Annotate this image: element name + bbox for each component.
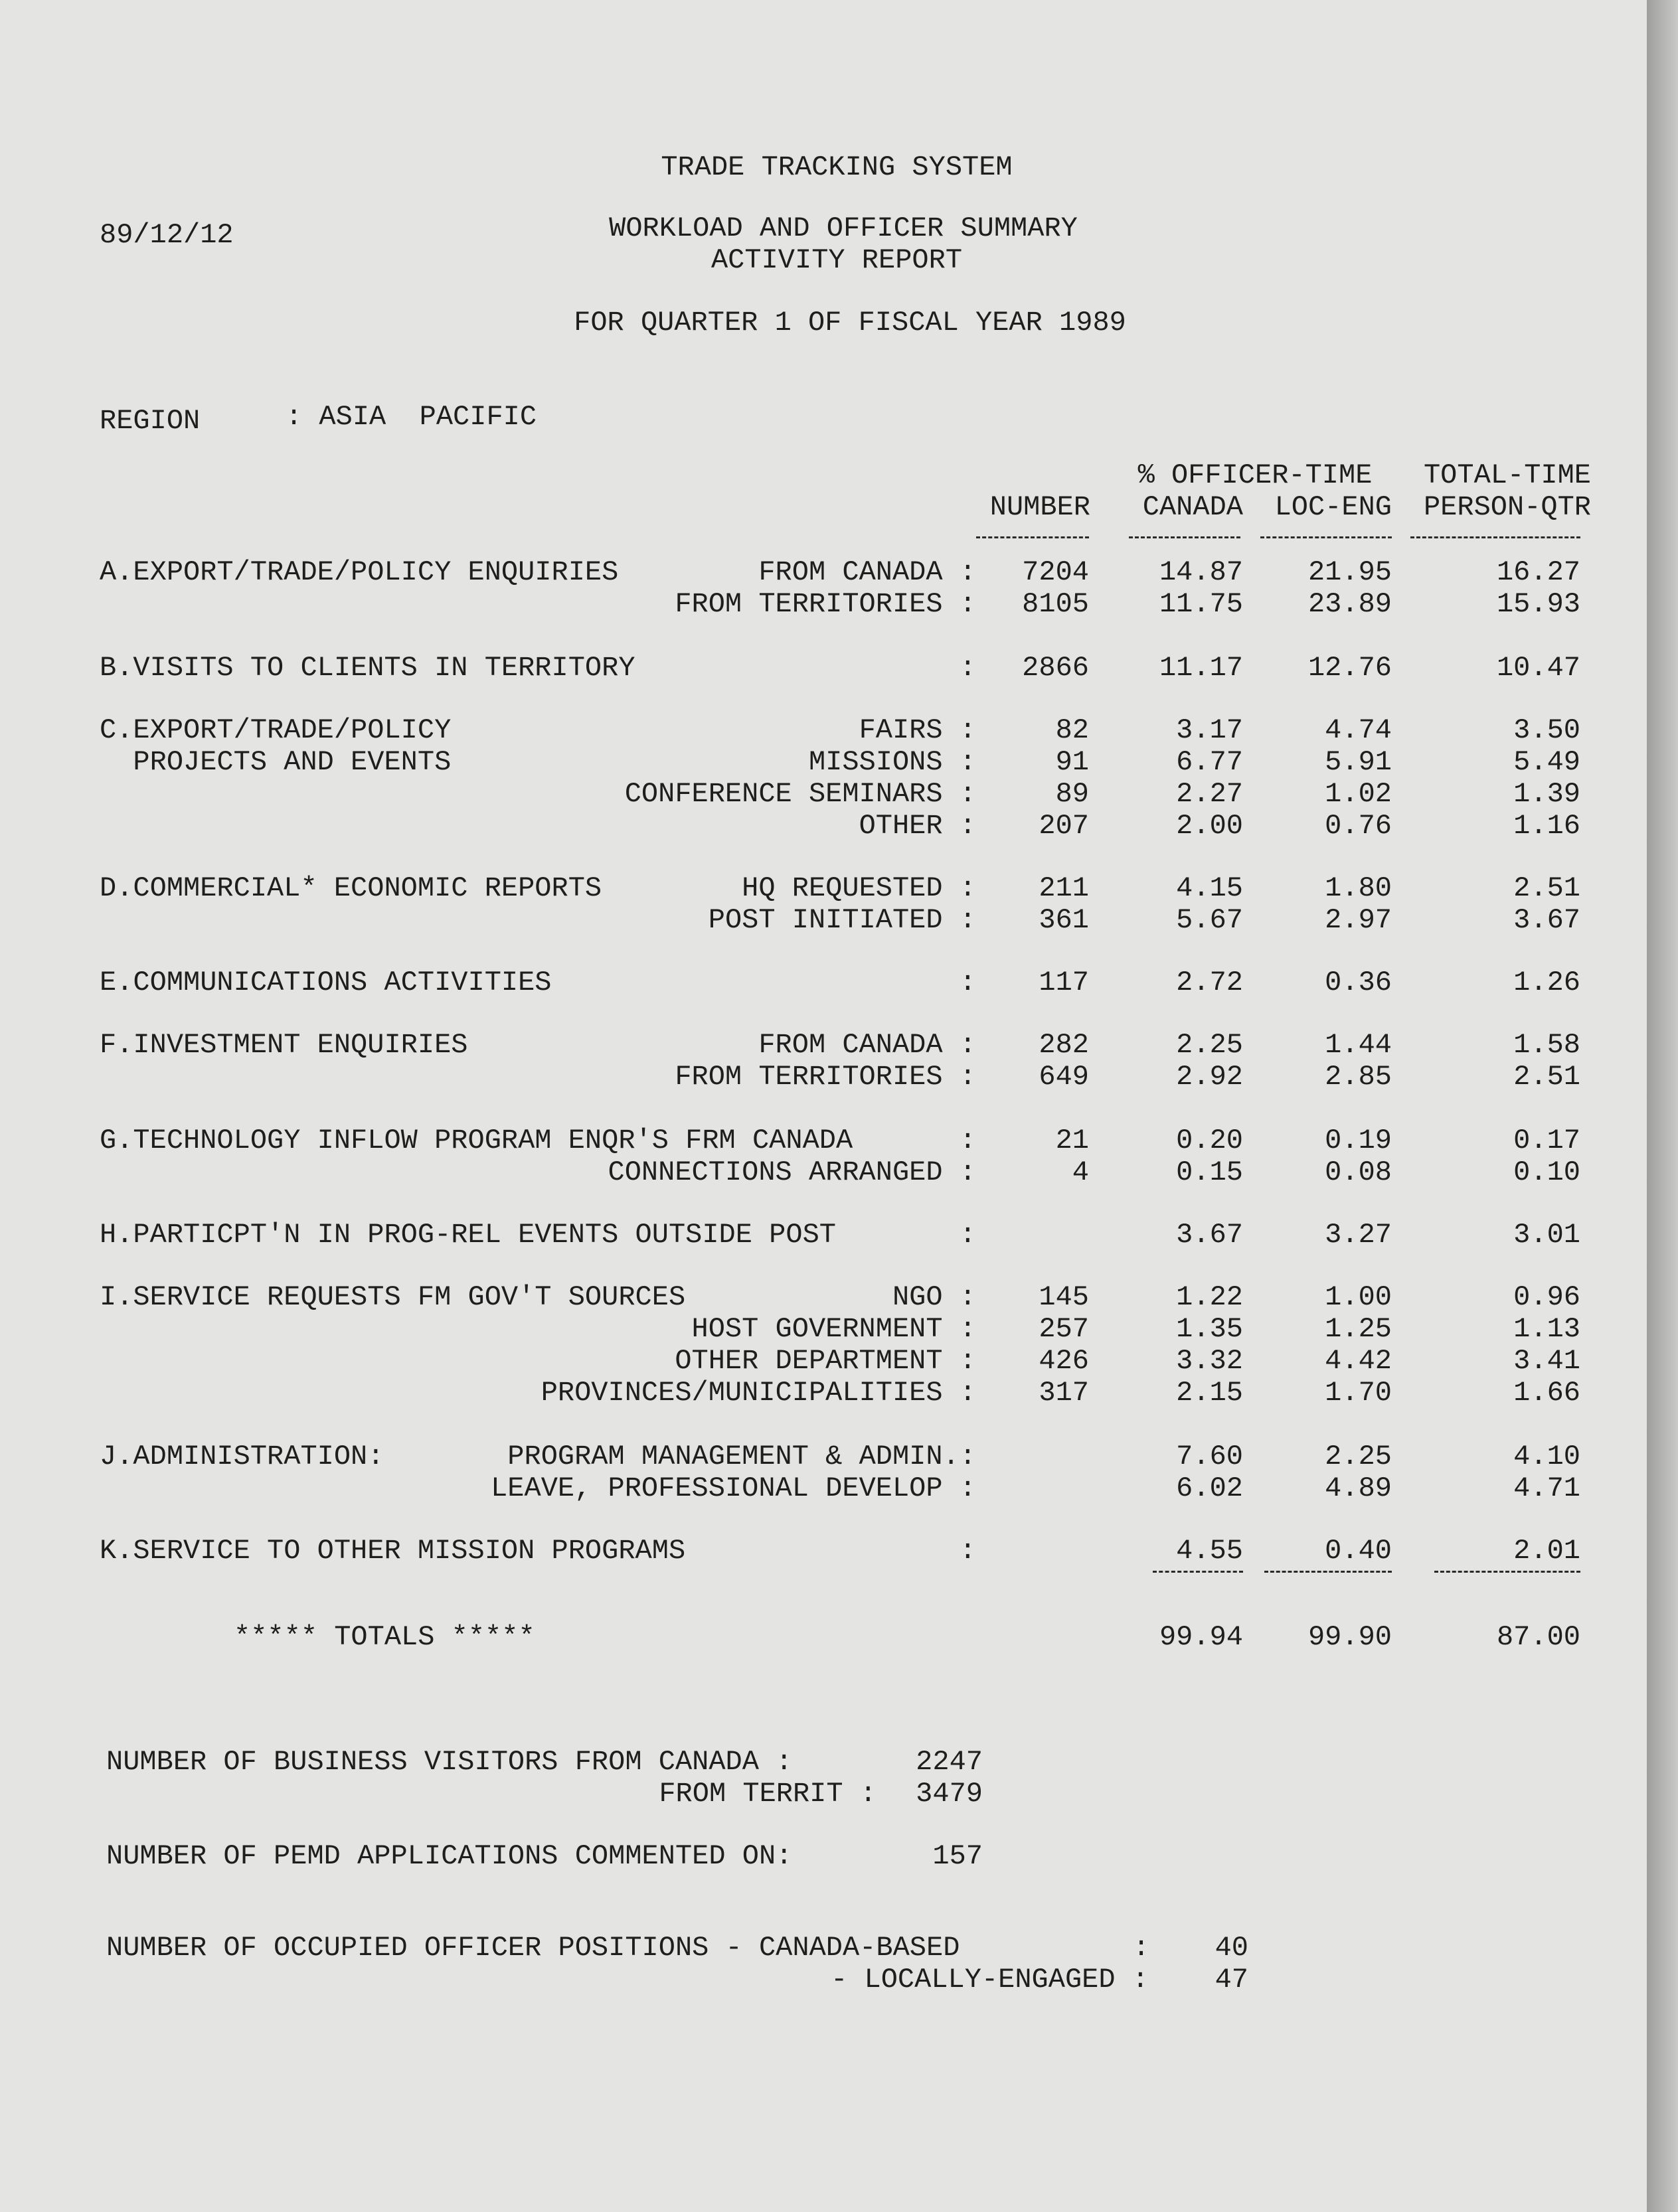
row-person-qtr: 0.96 <box>1513 1281 1580 1313</box>
row-canada-pct: 1.22 <box>1176 1281 1243 1313</box>
row-person-qtr: 3.50 <box>1513 714 1580 746</box>
totals-loc-eng: 99.90 <box>1307 1621 1392 1653</box>
row-loc-eng-pct: 0.76 <box>1325 810 1392 842</box>
row-loc-eng-pct: 0.36 <box>1325 967 1392 998</box>
row-person-qtr: 0.10 <box>1513 1156 1580 1188</box>
row-number: 257 <box>1039 1313 1089 1345</box>
row-subcategory: : <box>959 1535 976 1567</box>
row-number: 7204 <box>1022 556 1089 588</box>
row-canada-pct: 11.17 <box>1159 652 1243 684</box>
region-value: : ASIA PACIFIC <box>286 401 537 433</box>
col-total-time: TOTAL-TIME <box>1423 459 1592 491</box>
row-person-qtr: 5.49 <box>1513 746 1580 778</box>
row-canada-pct: 2.72 <box>1176 967 1243 998</box>
row-loc-eng-pct: 1.70 <box>1325 1377 1392 1409</box>
row-loc-eng-pct: 5.91 <box>1325 746 1392 778</box>
row-loc-eng-pct: 1.80 <box>1325 872 1392 904</box>
row-loc-eng-pct: 1.00 <box>1325 1281 1392 1313</box>
row-number: 89 <box>1055 778 1089 810</box>
row-number: 117 <box>1039 967 1089 998</box>
row-person-qtr: 1.16 <box>1513 810 1580 842</box>
row-canada-pct: 14.87 <box>1159 556 1243 588</box>
row-subcategory: FROM TERRITORIES : <box>675 588 976 620</box>
row-loc-eng-pct: 4.89 <box>1325 1472 1392 1504</box>
row-category: G.TECHNOLOGY INFLOW PROGRAM ENQR'S FRM CANADA <box>100 1125 853 1156</box>
row-subcategory: HOST GOVERNMENT : <box>691 1313 976 1345</box>
row-number: 649 <box>1039 1061 1089 1093</box>
row-subcategory: LEAVE, PROFESSIONAL DEVELOP : <box>491 1472 976 1504</box>
row-loc-eng-pct: 1.44 <box>1325 1029 1392 1061</box>
row-loc-eng-pct: 0.19 <box>1325 1125 1392 1156</box>
row-number: 282 <box>1039 1029 1089 1061</box>
row-person-qtr: 4.10 <box>1513 1441 1580 1472</box>
pemd-value: 157 <box>932 1840 983 1872</box>
positions-canada-label: NUMBER OF OCCUPIED OFFICER POSITIONS - CANADA-BASED <box>106 1932 960 1964</box>
report-period: FOR QUARTER 1 OF FISCAL YEAR 1989 <box>574 307 1126 339</box>
positions-canada-colon: : <box>1133 1932 1150 1964</box>
row-subcategory: FROM TERRITORIES : <box>675 1061 976 1093</box>
row-person-qtr: 16.27 <box>1496 556 1580 588</box>
row-canada-pct: 0.20 <box>1176 1125 1243 1156</box>
row-person-qtr: 3.67 <box>1513 904 1580 936</box>
positions-local-value: 47 <box>1215 1964 1248 1996</box>
row-canada-pct: 4.55 <box>1176 1535 1243 1567</box>
row-loc-eng-pct: 3.27 <box>1325 1219 1392 1251</box>
row-number: 361 <box>1039 904 1089 936</box>
system-title: TRADE TRACKING SYSTEM <box>661 151 1013 183</box>
col-loc-eng: LOC-ENG <box>1274 491 1392 523</box>
page-edge-shadow <box>1647 0 1678 2212</box>
row-number: 426 <box>1039 1345 1089 1377</box>
row-canada-pct: 3.32 <box>1176 1345 1243 1377</box>
row-number: 21 <box>1055 1125 1089 1156</box>
row-loc-eng-pct: 0.40 <box>1325 1535 1392 1567</box>
row-number: 4 <box>1072 1156 1089 1188</box>
row-loc-eng-pct: 4.74 <box>1325 714 1392 746</box>
row-number: 207 <box>1039 810 1089 842</box>
row-canada-pct: 3.17 <box>1176 714 1243 746</box>
row-subcategory: : <box>959 1125 976 1156</box>
row-person-qtr: 1.13 <box>1513 1313 1580 1345</box>
row-subcategory: OTHER : <box>859 810 976 842</box>
totals-person-qtr: 87.00 <box>1496 1621 1580 1653</box>
header-rule-person-qtr <box>1410 536 1580 538</box>
totals-rule-loc-eng <box>1264 1571 1392 1573</box>
row-loc-eng-pct: 0.08 <box>1325 1156 1392 1188</box>
row-category: F.INVESTMENT ENQUIRIES <box>100 1029 468 1061</box>
row-person-qtr: 1.66 <box>1513 1377 1580 1409</box>
row-canada-pct: 6.77 <box>1176 746 1243 778</box>
row-canada-pct: 2.27 <box>1176 778 1243 810</box>
row-number: 2866 <box>1022 652 1089 684</box>
row-category: J.ADMINISTRATION: <box>100 1441 384 1472</box>
positions-local-label: - LOCALLY-ENGAGED : <box>831 1964 1149 1996</box>
row-person-qtr: 2.51 <box>1513 1061 1580 1093</box>
row-subcategory: CONFERENCE SEMINARS : <box>624 778 976 810</box>
visitors-canada-label: NUMBER OF BUSINESS VISITORS FROM CANADA : <box>106 1746 793 1778</box>
row-canada-pct: 0.15 <box>1176 1156 1243 1188</box>
row-canada-pct: 2.92 <box>1176 1061 1243 1093</box>
row-subcategory: FAIRS : <box>859 714 976 746</box>
row-category: A.EXPORT/TRADE/POLICY ENQUIRIES <box>100 556 619 588</box>
row-canada-pct: 6.02 <box>1176 1472 1243 1504</box>
row-canada-pct: 2.25 <box>1176 1029 1243 1061</box>
row-canada-pct: 3.67 <box>1176 1219 1243 1251</box>
row-subcategory: PROVINCES/MUNICIPALITIES : <box>541 1377 976 1409</box>
totals-rule-canada <box>1153 1571 1243 1573</box>
row-canada-pct: 2.00 <box>1176 810 1243 842</box>
row-subcategory: FROM CANADA : <box>758 1029 976 1061</box>
row-subcategory: MISSIONS : <box>808 746 976 778</box>
totals-canada: 99.94 <box>1159 1621 1243 1653</box>
row-canada-pct: 2.15 <box>1176 1377 1243 1409</box>
row-person-qtr: 1.26 <box>1513 967 1580 998</box>
row-category: PROJECTS AND EVENTS <box>100 746 452 778</box>
col-canada: CANADA <box>1142 491 1243 523</box>
row-loc-eng-pct: 23.89 <box>1307 588 1392 620</box>
totals-label: ***** TOTALS ***** <box>234 1621 535 1653</box>
row-loc-eng-pct: 12.76 <box>1307 652 1392 684</box>
row-canada-pct: 11.75 <box>1159 588 1243 620</box>
row-loc-eng-pct: 1.25 <box>1325 1313 1392 1345</box>
totals-rule-person-qtr <box>1434 1571 1580 1573</box>
row-person-qtr: 15.93 <box>1496 588 1580 620</box>
row-canada-pct: 5.67 <box>1176 904 1243 936</box>
row-subcategory: POST INITIATED : <box>708 904 976 936</box>
report-date: 89/12/12 <box>100 219 234 251</box>
row-number: 8105 <box>1022 588 1089 620</box>
row-subcategory: : <box>959 1219 976 1251</box>
row-loc-eng-pct: 4.42 <box>1325 1345 1392 1377</box>
col-number: NUMBER <box>989 491 1090 523</box>
header-rule-loc-eng <box>1260 536 1392 538</box>
row-canada-pct: 7.60 <box>1176 1441 1243 1472</box>
row-number: 211 <box>1039 872 1089 904</box>
row-person-qtr: 2.51 <box>1513 872 1580 904</box>
positions-canada-value: 40 <box>1215 1932 1248 1964</box>
row-subcategory: PROGRAM MANAGEMENT & ADMIN.: <box>507 1441 976 1472</box>
row-canada-pct: 4.15 <box>1176 872 1243 904</box>
row-person-qtr: 1.39 <box>1513 778 1580 810</box>
row-category: E.COMMUNICATIONS ACTIVITIES <box>100 967 552 998</box>
col-officer-time: % OFFICER-TIME <box>1137 459 1373 491</box>
report-title: WORKLOAD AND OFFICER SUMMARY <box>609 212 1078 244</box>
row-subcategory: FROM CANADA : <box>758 556 976 588</box>
row-loc-eng-pct: 2.85 <box>1325 1061 1392 1093</box>
row-category: B.VISITS TO CLIENTS IN TERRITORY <box>100 652 635 684</box>
row-subcategory: : <box>959 652 976 684</box>
row-subcategory: OTHER DEPARTMENT : <box>675 1345 976 1377</box>
row-number: 91 <box>1055 746 1089 778</box>
row-person-qtr: 0.17 <box>1513 1125 1580 1156</box>
row-loc-eng-pct: 2.25 <box>1325 1441 1392 1472</box>
row-category: H.PARTICPT'N IN PROG-REL EVENTS OUTSIDE POST <box>100 1219 836 1251</box>
row-person-qtr: 1.58 <box>1513 1029 1580 1061</box>
row-person-qtr: 3.41 <box>1513 1345 1580 1377</box>
row-subcategory: NGO : <box>892 1281 976 1313</box>
report-subtitle: ACTIVITY REPORT <box>711 244 963 276</box>
row-subcategory: HQ REQUESTED : <box>742 872 976 904</box>
visitors-territ-value: 3479 <box>916 1778 983 1810</box>
row-loc-eng-pct: 21.95 <box>1307 556 1392 588</box>
visitors-territ-label: FROM TERRIT : <box>659 1778 877 1810</box>
row-category: D.COMMERCIAL* ECONOMIC REPORTS <box>100 872 602 904</box>
row-category: I.SERVICE REQUESTS FM GOV'T SOURCES <box>100 1281 686 1313</box>
row-category: C.EXPORT/TRADE/POLICY <box>100 714 452 746</box>
visitors-canada-value: 2247 <box>916 1746 983 1778</box>
region-label: REGION <box>100 405 201 437</box>
row-loc-eng-pct: 2.97 <box>1325 904 1392 936</box>
pemd-label: NUMBER OF PEMD APPLICATIONS COMMENTED ON: <box>106 1840 793 1872</box>
row-subcategory: : <box>959 967 976 998</box>
row-loc-eng-pct: 1.02 <box>1325 778 1392 810</box>
col-person-qtr: PERSON-QTR <box>1423 491 1592 523</box>
row-canada-pct: 1.35 <box>1176 1313 1243 1345</box>
row-person-qtr: 3.01 <box>1513 1219 1580 1251</box>
row-category: K.SERVICE TO OTHER MISSION PROGRAMS <box>100 1535 686 1567</box>
row-person-qtr: 2.01 <box>1513 1535 1580 1567</box>
row-person-qtr: 4.71 <box>1513 1472 1580 1504</box>
row-number: 82 <box>1055 714 1089 746</box>
row-number: 145 <box>1039 1281 1089 1313</box>
header-rule-number <box>976 536 1089 538</box>
row-subcategory: CONNECTIONS ARRANGED : <box>608 1156 976 1188</box>
row-number: 317 <box>1039 1377 1089 1409</box>
header-rule-canada <box>1129 536 1240 538</box>
row-person-qtr: 10.47 <box>1496 652 1580 684</box>
